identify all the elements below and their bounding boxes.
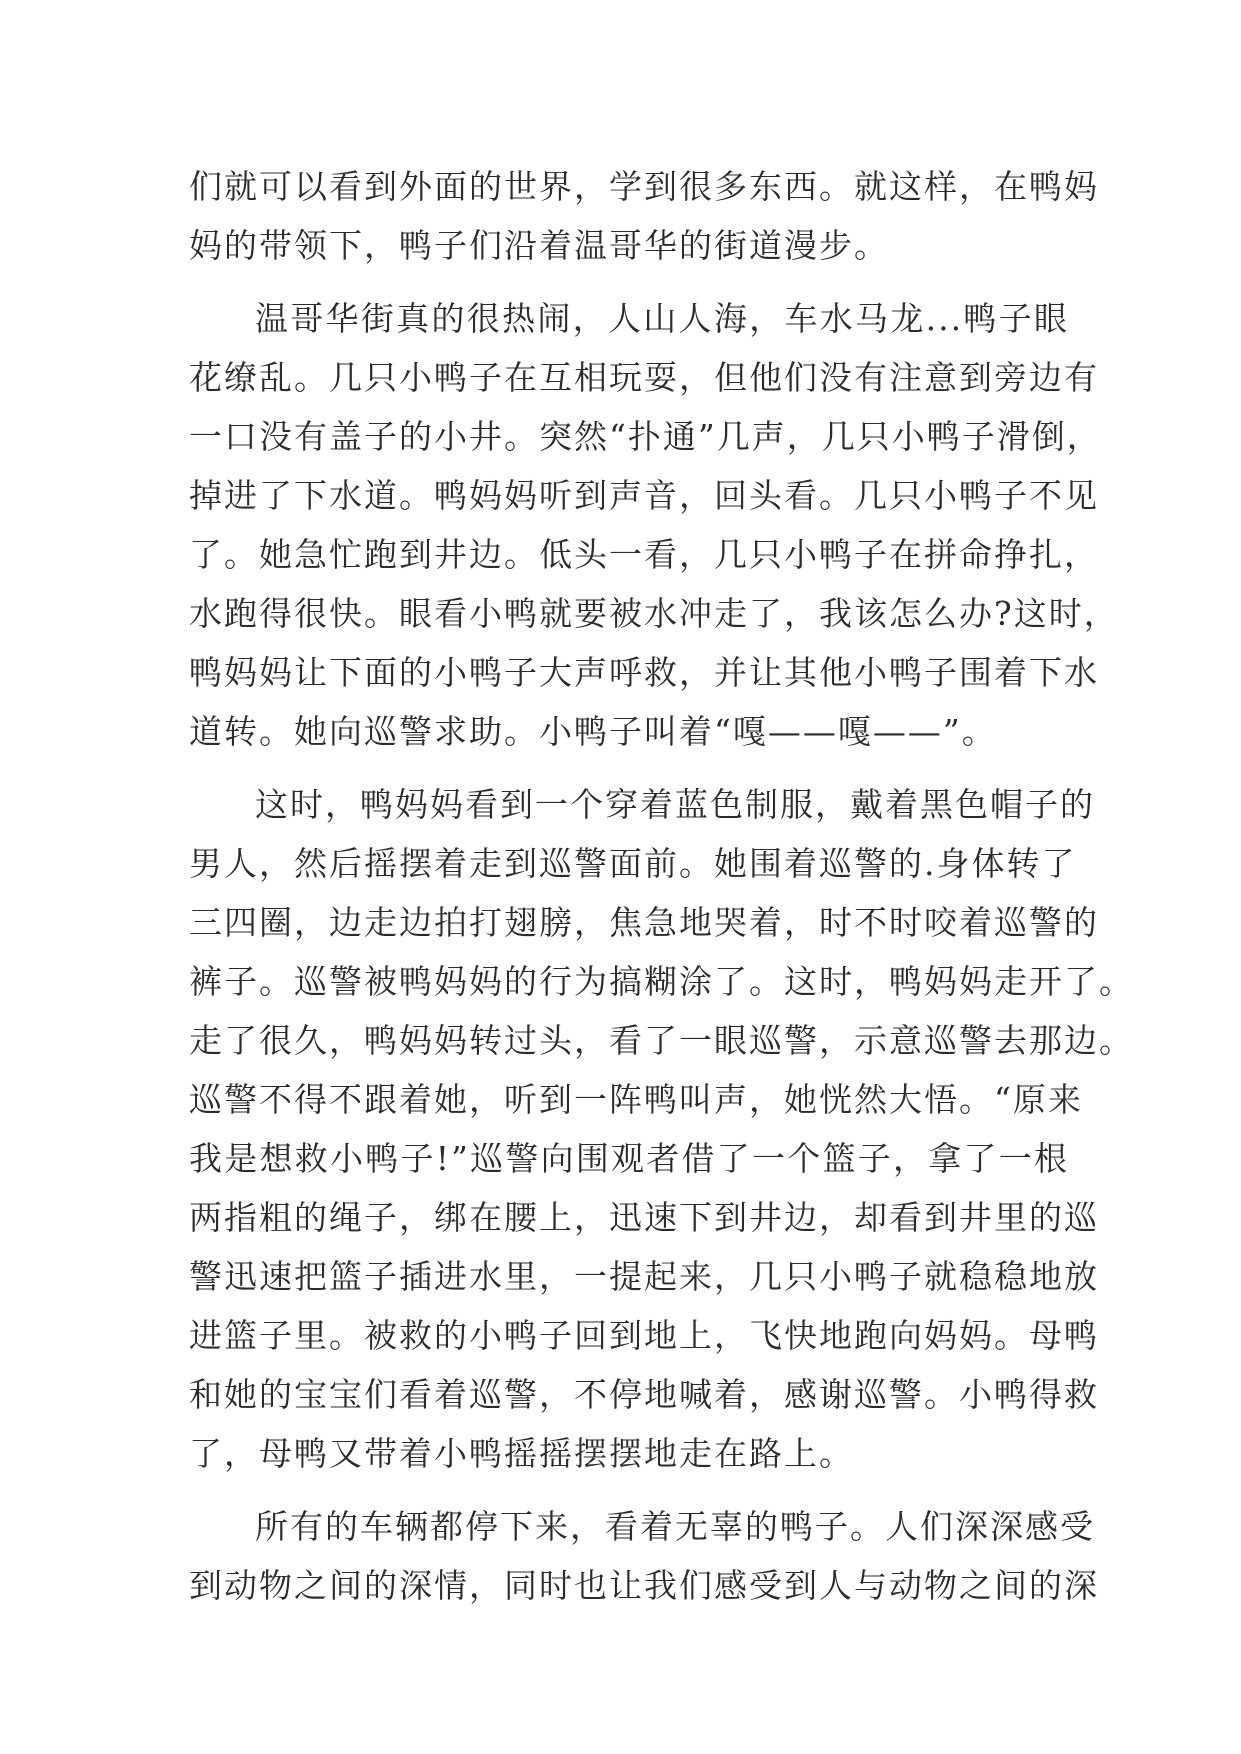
- text-line: 们就可以看到外面的世界，学到很多东西。就这样，在鸭妈: [189, 167, 1099, 206]
- text-line: 两指粗的绳子，绑在腰上，迅速下到井边，却看到井里的巡: [189, 1198, 1099, 1237]
- paragraph: [189, 157, 1099, 275]
- paragraph: [189, 1497, 1099, 1615]
- text-line: 警迅速把篮子插进水里，一提起来，几只小鸭子就稳稳地放: [189, 1257, 1099, 1296]
- text-line: 妈的带领下，鸭子们沿着温哥华的街道漫步。: [189, 226, 889, 265]
- paragraph: [189, 775, 1134, 1483]
- document-body: [189, 157, 1134, 1615]
- text-line: 这时，鸭妈妈看到一个穿着蓝色制服，戴着黑色帽子的: [255, 785, 1095, 824]
- text-line: 花缭乱。几只小鸭子在互相玩耍，但他们没有注意到旁边有: [189, 358, 1099, 397]
- text-line: 我是想救小鸭子!”巡警向围观者借了一个篮子，拿了一根: [189, 1139, 1069, 1178]
- text-line: 进篮子里。被救的小鸭子回到地上，飞快地跑向妈妈。母鸭: [189, 1316, 1099, 1355]
- text-line: 巡警不得不跟着她，听到一阵鸭叫声，她恍然大悟。“原来: [189, 1080, 1083, 1119]
- text-line: 鸭妈妈让下面的小鸭子大声呼救，并让其他小鸭子围着下水: [189, 653, 1099, 692]
- paragraph: [189, 289, 1119, 761]
- text-line: 男人，然后摇摆着走到巡警面前。她围着巡警的.身体转了: [189, 844, 1077, 883]
- text-line: 水跑得很快。眼看小鸭就要被水冲走了，我该怎么办?这时，: [189, 594, 1119, 633]
- text-line: 三四圈，边走边拍打翅膀，焦急地哭着，时不时咬着巡警的: [189, 903, 1099, 942]
- text-line: 道转。她向巡警求助。小鸭子叫着“嘎——嘎——”。: [189, 712, 997, 751]
- text-line: 到动物之间的深情，同时也让我们感受到人与动物之间的深: [189, 1566, 1099, 1605]
- text-line: 了。她急忙跑到井边。低头一看，几只小鸭子在拼命挣扎，: [189, 535, 1099, 574]
- text-line: 了，母鸭又带着小鸭摇摇摆摆地走在路上。: [189, 1434, 854, 1473]
- text-line: 一口没有盖子的小井。突然“扑通”几声，几只小鸭子滑倒，: [189, 417, 1102, 456]
- text-line: 裤子。巡警被鸭妈妈的行为搞糊涂了。这时，鸭妈妈走开了。: [189, 962, 1134, 1001]
- text-line: 所有的车辆都停下来，看着无辜的鸭子。人们深深感受: [255, 1507, 1095, 1546]
- text-line: 走了很久，鸭妈妈转过头，看了一眼巡警，示意巡警去那边。: [189, 1021, 1134, 1060]
- text-line: 温哥华街真的很热闹，人山人海，车水马龙...鸭子眼: [255, 299, 1069, 338]
- text-line: 和她的宝宝们看着巡警，不停地喊着，感谢巡警。小鸭得救: [189, 1375, 1099, 1414]
- text-line: 掉进了下水道。鸭妈妈听到声音，回头看。几只小鸭子不见: [189, 476, 1099, 515]
